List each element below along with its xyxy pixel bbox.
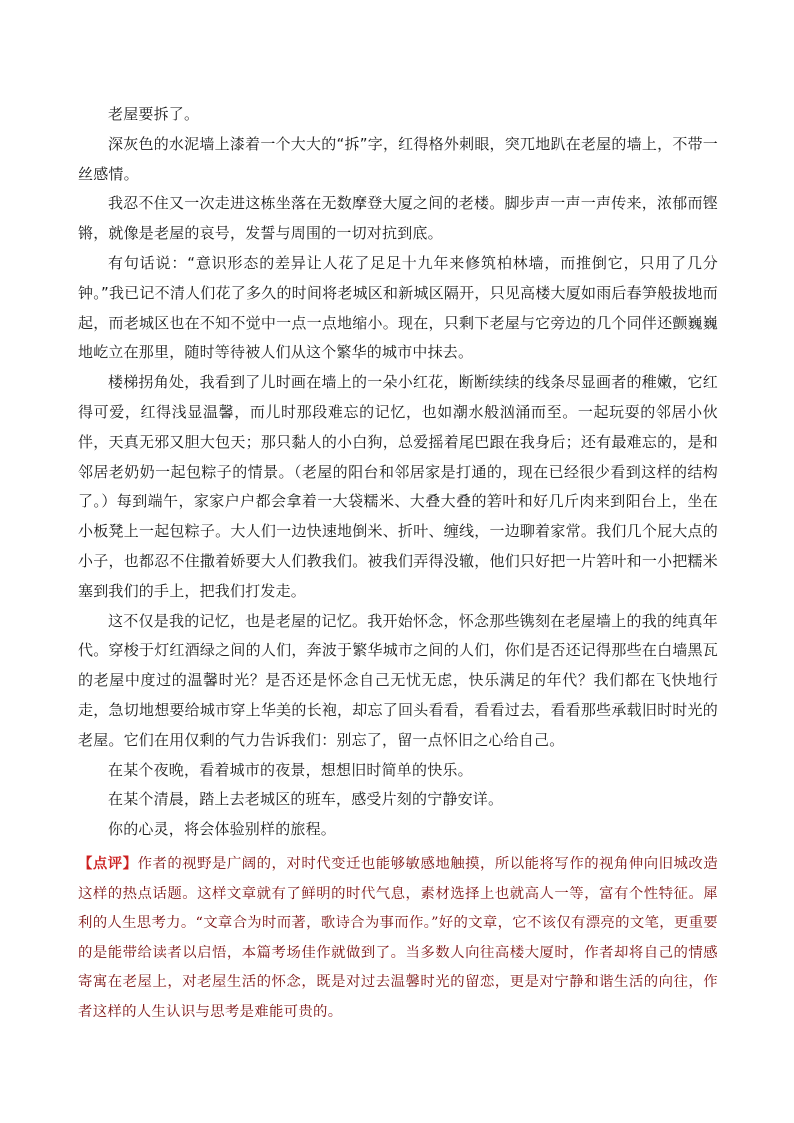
essay-paragraph-8: 在某个清晨，踏上去老城区的班车，感受片刻的宁静安详。 (108, 790, 504, 809)
essay-body (78, 100, 718, 1027)
essay-paragraph-7: 在某个夜晚，看着城市的夜景，想想旧时简单的快乐。 (108, 760, 473, 779)
essay-paragraph-5: 楼梯拐角处，我看到了儿时画在墙上的一朵小红花，断断续续的线条尽显画者的稚嫩，它红得可爱，红得浅显温馨，而儿时那段难忘的记忆，也如潮水般汹涌而至。一起玩耍的邻居小伙伴，天真无邪又胆大包天；那只黏人的小白狗，总爱摇着尾巴跟在我身后；还有最难忘的，是和邻居老奶奶一起包粽子的情景。（老屋的阳台和邻居家是打通的，现在已经很少看到这样的结构了。）每到端午，家家户户都会拿着一大袋糯米、大叠大叠的箬叶和好几斤肉来到阳台上，坐在小板凳上一起包粽子。大人们一边快速地倒米、折叶、缠线，一边聊着家常。我们几个屁大点的小子，也都忍不住撒着娇要大人们教我们。被我们弄得没辙，他们只好把一片箬叶和一小把糯米塞到我们的手上，把我们打发走。 (78, 373, 718, 600)
essay-paragraph-9: 你的心灵，将会体验别样的旅程。 (108, 820, 337, 839)
essay-paragraph-6: 这不仅是我的记忆，也是老屋的记忆。我开始怀念，怀念那些镌刻在老屋墙上的我的纯真年代。穿梭于灯红酒绿之间的人们，奔波于繁华城市之间的人们，你们是否还记得那些在白墙黑瓦的老屋中度过的温馨时光？是否还是怀念自己无忧无虑，快乐满足的年代？我们都在飞快地行走，急切地想要给城市穿上华美的长袍，却忘了回头看看，看看过去，看看那些承载旧时时光的老屋。它们在用仅剩的气力告诉我们：别忘了，留一点怀旧之心给自己。 (78, 611, 718, 749)
essay-paragraph-1: 老屋要拆了。 (108, 105, 200, 123)
commentary-text: 作者的视野是广阔的，对时代变迁也能够敏感地触摸，所以能将写作的视角伸向旧城改造这样的热点话题。这样文章就有了鲜明的时代气息，素材选择上也就高人一等，富有个性特征。犀利的人生思考力。“文章合为时而著，歌诗合为事而作。”好的文章，它不该仅有漂亮的文笔，更重要的是能带给读者以启悟，本篇考场佳作就做到了。当多数人向往高楼大厦时，作者却将自己的情感寄寓在老屋上，对老屋生活的怀念，既是对过去温馨时光的留恋，更是对宁静和谐生活的向往，作者这样的人生认识与思考是难能可贵的。 (78, 855, 719, 1020)
commentary-label: 【点评】 (78, 854, 138, 872)
essay-paragraph-2: 深灰色的水泥墙上漆着一个大大的“拆”字，红得格外刺眼，突兀地趴在老屋的墙上，不带一丝感情。 (78, 134, 718, 183)
essay-paragraph-4: 有句话说：“意识形态的差异让人花了足足十九年来修筑柏林墙，而推倒它，只用了几分钟。”我已记不清人们花了多久的时间将老城区和新城区隔开，只见高楼大厦如雨后春笋般拔地而起，而老城区也在不知不觉中一点一点地缩小。现在，只剩下老屋与它旁边的几个同伴还颤巍巍地屹立在那里，随时等待被人们从这个繁华的城市中抹去。 (78, 253, 718, 362)
essay-paragraph-3: 我忍不住又一次走进这栋坐落在无数摩登大厦之间的老楼。脚步声一声一声传来，浓郁而铿锵，就像是老屋的哀号，发誓与周围的一切对抗到底。 (78, 194, 718, 243)
commentary-block (78, 849, 718, 1028)
